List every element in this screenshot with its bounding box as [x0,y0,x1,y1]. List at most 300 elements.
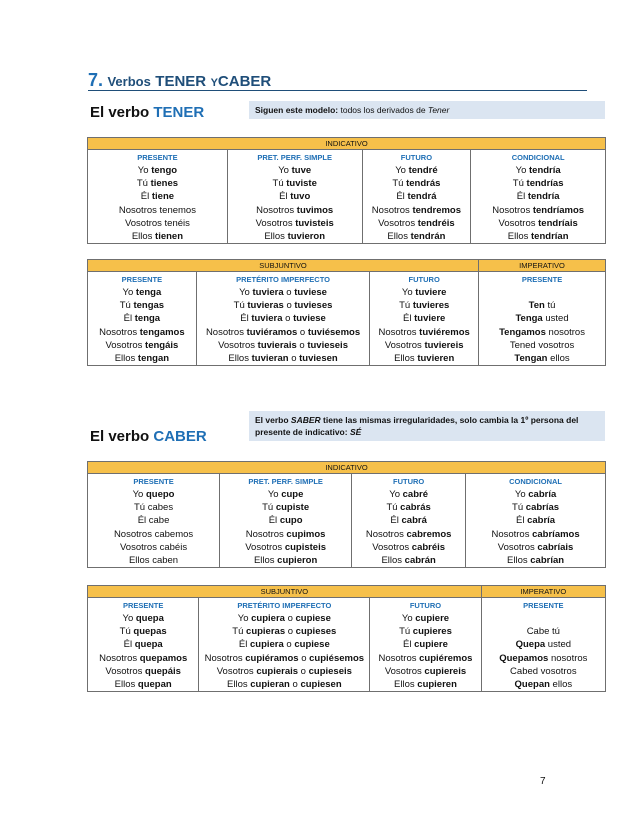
conjugation-line [197,339,370,352]
conjugation-line [370,625,480,638]
pronoun-text: Él [279,191,291,203]
tense-column [199,598,370,692]
pronoun-text: ellos [549,679,573,690]
pronoun-text: Ellos [394,353,418,365]
irregular-form: tuviesen [299,353,338,365]
conjugation-line [363,164,471,177]
irregular-form: Quepa [515,639,546,651]
irregular-form: tuviéramos [246,326,298,338]
conjugation-line [370,612,480,625]
conjugation-line [88,164,227,177]
conjugation-line [220,501,351,514]
pronoun-text: usted [542,313,569,325]
conjugation-line [352,514,465,527]
pronoun-text: Ellos [507,231,532,243]
irregular-form: tendríamos [532,204,585,216]
pronoun-text: Nosotros [491,528,533,540]
pronoun-text: Ellos [264,231,288,243]
conjugation-line [88,286,196,299]
conjugation-line [363,230,471,243]
irregular-form: cupiera [250,639,284,651]
irregular-form: tuvieres [412,300,450,312]
conjugation-line [88,217,227,230]
conjugation-line [370,665,480,678]
pronoun-text: Tú [233,300,248,312]
conjugation-line [228,204,362,217]
irregular-form: cupiereis [424,665,467,677]
conjugation-line [199,652,369,665]
pronoun-text: Yo [132,489,146,500]
conjugation-line [466,528,605,541]
pronoun-text: Ellos [228,353,252,365]
irregular-form: cupiese [294,639,330,651]
caber-indicativo-table [87,461,606,568]
note-text: El verbo [255,415,291,425]
caber-note [249,411,605,441]
conjugation-line [88,652,198,665]
pronoun-text: Vosotros [218,339,258,351]
pronoun-text: Ellos [394,679,418,691]
verb-title-prefix: El verbo [90,104,150,121]
irregular-form: tuvieras [247,300,284,312]
verb-title-verb: CABER [153,428,207,445]
pronoun-text: Vosotros [105,339,146,351]
irregular-form: quepan [137,679,172,691]
conjugation-line [352,541,465,554]
conjugation-line [88,612,198,625]
conjugation-line [370,652,480,665]
irregular-form: tuviera [252,287,284,298]
conjugation-line [88,528,219,541]
irregular-form: tuviste [286,178,317,190]
pronoun-text: Él [516,191,528,203]
pronoun-text: o [298,652,310,664]
tense-column [479,272,606,366]
irregular-form: cupieses [295,626,337,638]
conjugation-line [482,625,605,638]
irregular-form: cupieran [250,679,290,691]
irregular-form: cupieseis [308,665,352,677]
conjugation-line [370,286,478,299]
pronoun-text: Ellos [381,555,405,567]
conjugation-line [199,665,369,678]
pronoun-text: Yo [514,489,529,500]
conjugation-line [199,625,369,638]
pronoun-text: Yo [237,613,252,624]
irregular-form: tuvo [290,191,311,203]
verb-title-caber [90,428,207,445]
irregular-form: tuviera [251,313,283,325]
tense-column [370,598,481,692]
note-text: todos los derivados de [338,105,428,115]
table-header-indicativo: INDICATIVO [88,462,606,474]
section-word: Verbos [107,74,151,89]
pronoun-text: o [283,300,295,312]
irregular-form: cupe [281,489,304,500]
irregular-form: tuve [291,165,312,176]
tener-indicativo-table [87,137,606,244]
pronoun-text: Yo [389,489,403,500]
irregular-form: tendrás [406,178,441,190]
note-label: Siguen este modelo: [255,105,339,115]
tense-title: PRESENTE [521,275,563,284]
pronoun-text: Ellos [114,353,138,365]
irregular-form: tendríais [538,217,578,229]
pronoun-text: Él [238,639,250,651]
note-text: tiene las mismas irregularidades, solo cambia la 1º persona del presente de indicativo: [255,415,579,437]
conjugation-line [220,514,351,527]
pronoun-text: Vosotros [384,339,425,351]
irregular-form: cupiere [414,639,448,651]
table-header-subjuntivo: SUBJUNTIVO [88,260,479,272]
conjugation-line [479,339,605,352]
conjugation-line [482,652,605,665]
irregular-form: cupiese [295,613,331,624]
conjugation-line [370,339,478,352]
conjugation-line [479,286,605,299]
conjugation-line [370,638,480,651]
irregular-form: cupieres [412,626,452,638]
pronoun-text: Nosotros [378,652,420,664]
pronoun-text: o [283,287,295,298]
conjugation-line [88,678,198,691]
irregular-form: cupierais [256,665,299,677]
conjugation-line [466,488,605,501]
pronoun-text: Él [403,639,415,651]
conjugation-line [199,678,369,691]
pronoun-text: Él [403,313,415,325]
irregular-form: cabrás [400,502,431,514]
pronoun-text: Tú [262,502,276,514]
irregular-form: tendrán [410,231,446,243]
tense-title: PRET. PERF. SIMPLE [248,477,323,486]
pronoun-text: Tú [512,502,526,514]
note-emphasis: SABER [290,415,321,425]
irregular-form: quepa [135,613,164,624]
pronoun-text: o [296,339,308,351]
conjugation-line [88,230,227,243]
irregular-form: cabría [527,515,556,527]
irregular-form: cupiéremos [419,652,473,664]
irregular-form: tuviere [415,287,447,298]
pronoun-text: Vosotros [216,665,257,677]
irregular-form: tuviéremos [419,326,470,338]
tense-title: PRESENTE [523,601,564,610]
conjugation-line [471,190,605,203]
pronoun-text: tú [544,300,556,312]
conjugation-line [88,638,198,651]
tense-title: CONDICIONAL [511,153,565,162]
conjugation-line [197,286,370,299]
pronoun-text: Nosotros [205,326,247,338]
irregular-form: cupo [279,515,303,527]
conjugation-line [197,299,370,312]
conjugation-line [88,541,219,554]
pronoun-text: Nosotros cabemos [113,528,194,540]
tense-title: CONDICIONAL [509,477,563,486]
tense-title: FUTURO [393,477,425,486]
tense-column [481,598,605,692]
tense-column [196,272,370,366]
irregular-form: cabré [402,489,428,500]
tense-title: FUTURO [408,275,440,284]
irregular-form: cupisteis [284,541,327,553]
pronoun-text: Yo [401,287,416,298]
conjugation-line [220,541,351,554]
pronoun-text: Vosotros [497,541,538,553]
irregular-form: tuviésemos [307,326,361,338]
irregular-form: cupieren [417,679,457,691]
conjugation-line [363,217,471,230]
conjugation-line [479,299,605,312]
irregular-form: tuvieron [287,231,326,243]
pronoun-text: Tú [386,502,401,514]
irregular-form: tendría [527,191,560,203]
pronoun-text: Tú [392,178,407,190]
irregular-form: tuvierais [257,339,297,351]
irregular-form: cupiere [415,613,450,624]
irregular-form: tengáis [145,339,179,351]
conjugation-line [471,217,605,230]
irregular-form: cupiesen [300,679,342,691]
irregular-form: cabría [528,489,557,500]
tense-column [466,474,606,568]
pronoun-text: Nosotros tenemos [118,204,196,216]
irregular-form: tienes [150,178,179,190]
table-header-indicativo: INDICATIVO [88,138,606,150]
conjugation-line [88,339,196,352]
caber-subjuntivo-table [87,585,606,692]
conjugation-line [88,312,196,325]
irregular-form: tuviere [414,313,446,325]
conjugation-line [88,177,227,190]
irregular-form: quepo [145,489,175,500]
pronoun-text: Nosotros [99,652,140,664]
pronoun-text: Vosotros cabéis [120,541,188,553]
section-title [88,70,587,91]
pronoun-text: Tú [136,178,151,190]
pronoun-text: Tú [272,178,287,190]
conjugation-line [370,312,478,325]
pronoun-text: Yo [278,165,292,176]
conjugation-line [88,501,219,514]
conjugation-line [220,528,351,541]
conjugation-line [466,541,605,554]
pronoun-text: Yo [122,287,136,298]
pronoun-text: Vosotros [245,541,285,553]
irregular-form: Ten [528,300,545,312]
pronoun-text: Ellos [227,679,251,691]
conjugation-line [482,612,605,625]
irregular-form: tendrían [531,231,569,243]
pronoun-text: o [282,313,294,325]
tense-title: PRESENTE [121,275,163,284]
irregular-form: cabrían [530,555,565,567]
pronoun-text: Vosotros tenéis [124,217,190,229]
pronoun-text: Tú [119,626,134,638]
tense-column [370,272,479,366]
pronoun-text: o [283,639,295,651]
irregular-form: tendrías [526,178,564,190]
conjugation-line [363,204,471,217]
pronoun-text: o [289,679,301,691]
tense-title: FUTURO [409,601,442,610]
pronoun-text: Tú [232,626,247,638]
conjugation-line [199,638,369,651]
irregular-form: Tengan [514,353,548,364]
irregular-form: tenga [135,287,162,298]
conjugation-line [88,326,196,339]
irregular-form: tuvisteis [295,217,334,229]
table-header-imperativo: IMPERATIVO [481,586,605,598]
pronoun-text: Ellos [253,555,278,567]
irregular-form: tuviese [294,287,327,298]
conjugation-line [471,164,605,177]
irregular-form: cupiste [275,502,310,514]
irregular-form: tuvieran [251,353,289,365]
page-number: 7 [540,776,546,787]
pronoun-text: Nosotros [371,204,413,216]
pronoun-text: Nosotros [256,204,297,216]
irregular-form: tendremos [412,204,462,216]
pronoun-text: Tú cabes [134,502,174,514]
pronoun-text: Cabe tú [526,626,560,638]
conjugation-line [228,177,362,190]
pronoun-text: Tened vosotros [509,339,575,351]
pronoun-text: Vosotros [255,217,296,229]
conjugation-line [466,514,605,527]
conjugation-line [363,190,471,203]
tener-subjuntivo-table [87,259,606,366]
verb-title-tener [90,104,204,121]
table-header-imperativo: IMPERATIVO [479,260,606,272]
pronoun-text: Yo [239,287,253,298]
section-number: 7. [88,70,104,90]
conjugation-line [479,312,605,325]
pronoun-text: Yo [401,613,416,624]
pronoun-text: Tú [119,300,134,312]
pronoun-text: nosotros [545,326,585,338]
irregular-form: tendría [529,165,561,176]
pronoun-text: o [285,626,296,638]
tense-column [227,150,362,244]
irregular-form: cupieras [246,626,286,638]
irregular-form: tenga [134,313,161,325]
pronoun-text: Él [390,515,402,527]
irregular-form: tuvieren [417,353,455,365]
conjugation-line [88,352,196,365]
pronoun-text: Ellos [114,679,138,691]
table-header-subjuntivo: SUBJUNTIVO [88,586,482,598]
pronoun-text: Cabed vosotros [510,665,577,677]
pronoun-text: Él [268,515,280,527]
irregular-form: tengo [151,165,178,176]
conjugation-line [220,554,351,567]
pronoun-text: Ellos [131,231,156,243]
irregular-form: Quepamos [499,652,549,664]
irregular-form: tendréis [417,217,455,229]
irregular-form: Tengamos [499,326,546,338]
pronoun-text: Nosotros [365,528,407,540]
tense-column [88,474,220,568]
pronoun-text: Él [123,639,135,651]
tense-title: PRESENTE [137,153,178,162]
pronoun-text: Tú [512,178,527,190]
pronoun-text: Él cabe [137,515,170,527]
irregular-form: tengas [133,300,165,312]
tense-title: PRET. PERF. SIMPLE [257,153,332,162]
irregular-form: cabrías [525,502,560,514]
conjugation-line [88,514,219,527]
irregular-form: cabremos [406,528,452,540]
conjugation-line [88,299,196,312]
irregular-form: cabrán [404,555,436,567]
pronoun-text: ellos [547,353,570,364]
irregular-form: quepa [134,639,163,651]
pronoun-text: Yo [267,489,282,500]
section-verb-1: TENER [155,73,207,90]
irregular-form: tuvieses [294,300,333,312]
tense-title: PRESENTE [122,601,164,610]
irregular-form: cabrá [401,515,427,527]
verb-title-verb: TENER [153,104,205,121]
conjugation-line [197,312,370,325]
section-verb-2: CABER [217,73,272,90]
pronoun-text: Nosotros [378,326,420,338]
conjugation-line [197,352,370,365]
conjugation-line [352,554,465,567]
conjugation-line [88,554,219,567]
irregular-form: tuviereis [424,339,464,351]
tense-title: FUTURO [400,153,433,162]
note-emphasis: SÉ [349,427,362,437]
conjugation-line [88,488,219,501]
pronoun-text: Él [140,191,152,203]
conjugation-line [471,177,605,190]
tense-column [220,474,352,568]
irregular-form: tuvimos [296,204,334,216]
irregular-form: cupiera [251,613,285,624]
pronoun-text: Yo [395,165,409,176]
pronoun-text: Ellos [387,231,411,243]
irregular-form: tendrá [407,191,437,203]
conjugation-line [482,678,605,691]
pronoun-text: Vosotros [378,217,418,229]
irregular-form: tiene [151,191,175,203]
pronoun-text: Ellos [507,555,531,567]
note-emphasis: Tener [427,105,450,115]
pronoun-text: Tú [399,300,413,312]
pronoun-text: Vosotros [105,665,146,677]
pronoun-text: Vosotros [372,541,412,553]
conjugation-line [352,501,465,514]
conjugation-line [352,488,465,501]
conjugation-line [228,230,362,243]
irregular-form: tienen [155,231,184,243]
conjugation-line [482,638,605,651]
conjugation-line [466,501,605,514]
conjugation-line [479,326,605,339]
conjugation-line [199,612,369,625]
conjugation-line [370,352,478,365]
pronoun-text: Vosotros [498,217,539,229]
pronoun-text: Él [396,191,408,203]
pronoun-text: Tú [399,626,413,638]
pronoun-text: Yo [122,613,136,624]
pronoun-text: Él [516,515,528,527]
pronoun-text: Nosotros [99,326,140,338]
irregular-form: cabréis [411,541,446,553]
